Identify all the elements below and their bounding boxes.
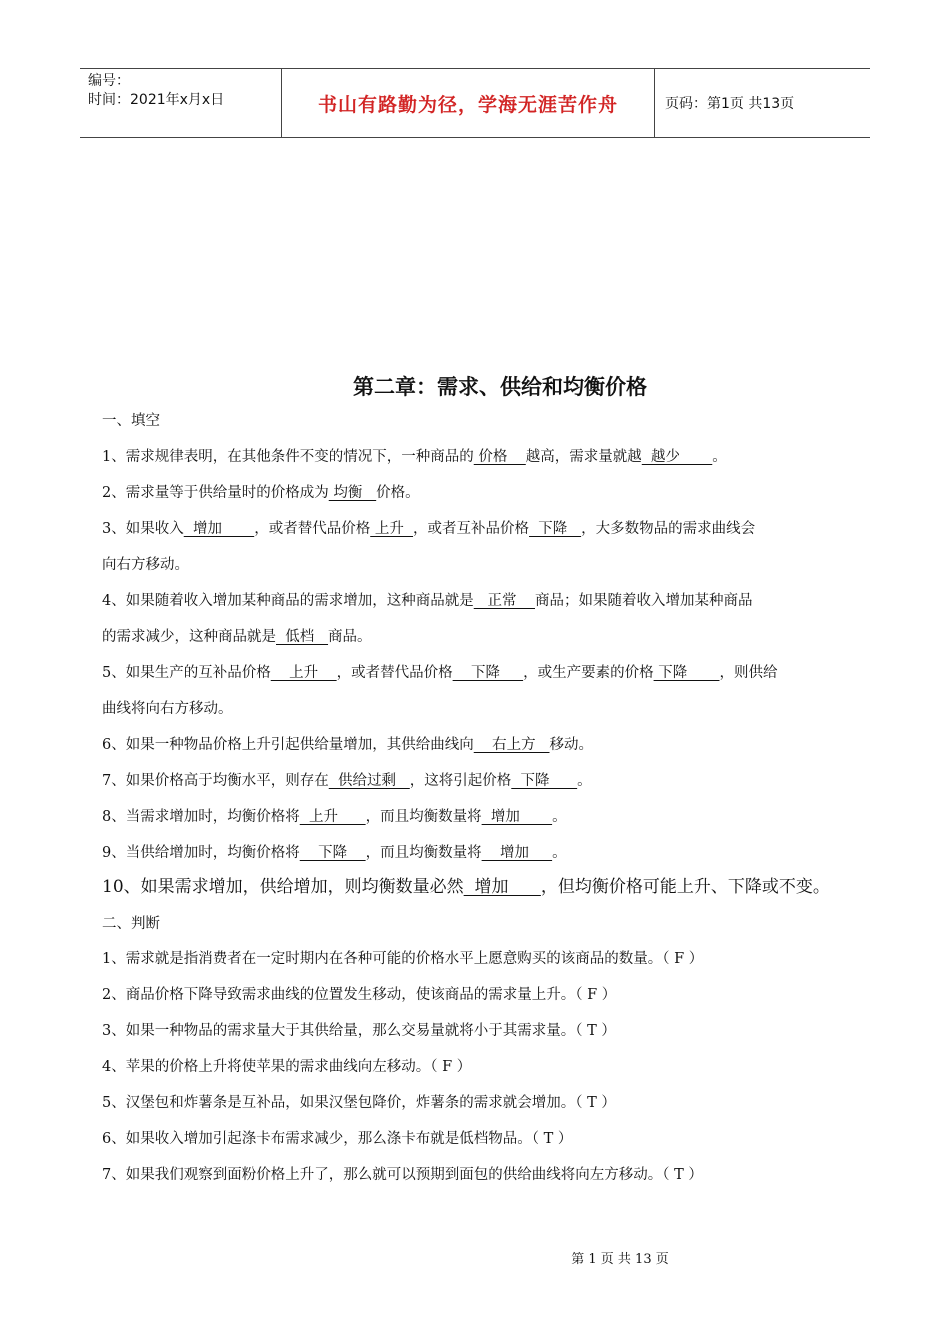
chapter-title: 第二章：需求、供给和均衡价格 — [353, 375, 647, 399]
question-4-cont: 的需求减少，这种商品就是 低档 商品。 — [102, 629, 372, 645]
question-7: 7、如果价格高于均衡水平，则存在 供给过剩 ，这将引起价格 下降 。 — [102, 773, 592, 789]
answer-blank: 上升 — [270, 665, 337, 681]
question-2: 2、需求量等于供给量时的价格成为 均衡 价格。 — [102, 485, 420, 501]
judge-item: 1、需求就是指消费者在一定时期内在各种可能的价格水平上愿意购买的该商品的数量。（ F ） — [102, 951, 704, 967]
question-6: 6、如果一种物品价格上升引起供给量增加，其供给曲线向 右上方 移动。 — [102, 737, 593, 753]
answer-blank: 上升 — [370, 521, 414, 537]
answer-blank: 均衡 — [328, 485, 377, 501]
answer-blank: 增加 — [481, 845, 553, 861]
answer-blank: 越少 — [641, 449, 713, 465]
judge-item: 5、汉堡包和炸薯条是互补品，如果汉堡包降价，炸薯条的需求就会增加。（ T ） — [102, 1095, 616, 1111]
answer-blank: 下降 — [452, 665, 524, 681]
question-10: 10、如果需求增加，供给增加，则均衡数量必然 增加 ，但均衡价格可能上升、下降或不变。 — [102, 877, 830, 897]
judge-item: 4、苹果的价格上升将使苹果的需求曲线向左移动。（ F ） — [102, 1059, 472, 1075]
judge-item: 6、如果收入增加引起涤卡布需求减少，那么涤卡布就是低档物品。（ T ） — [102, 1131, 573, 1147]
question-3: 3、如果收入 增加 ，或者替代品价格 上升 ，或者互补品价格 下降 ，大多数物品的需求曲线会 — [102, 521, 756, 537]
answer-blank: 增加 — [481, 809, 553, 825]
answer-blank: 下降 — [529, 521, 582, 537]
answer-blank: 正常 — [473, 593, 535, 609]
judge-item: 3、如果一种物品的需求量大于其供给量，那么交易量就将小于其需求量。（ T ） — [102, 1023, 616, 1039]
question-8: 8、当需求增加时，均衡价格将 上升 ，而且均衡数量将 增加 。 — [102, 809, 567, 825]
answer-blank: 增加 — [463, 877, 541, 897]
header-page-cell — [655, 69, 870, 137]
answer-blank: 低档 — [276, 629, 329, 645]
answer-blank: 上升 — [299, 809, 366, 825]
question-5: 5、如果生产的互补品价格 上升 ，或者替代品价格 下降 ，或生产要素的价格 下降 ，则供给 — [102, 665, 778, 681]
answer-blank: 价格 — [473, 449, 526, 465]
judge-item: 7、如果我们观察到面粉价格上升了，那么就可以预期到面包的供给曲线将向左方移动。（ T ） — [102, 1167, 703, 1183]
page-info: 页码：第1页 共13页 — [665, 96, 795, 112]
page-footer: 第 1 页 共 13 页 — [571, 1252, 669, 1267]
question-5-cont: 曲线将向右方移动。 — [102, 701, 233, 717]
date-line: 时间：2021年x月x日 — [88, 92, 225, 108]
question-3-cont: 向右方移动。 — [102, 557, 189, 573]
number-label: 编号： — [88, 73, 130, 89]
header-meta — [80, 69, 281, 137]
section-heading-judge: 二、判断 — [102, 916, 160, 932]
section-heading-fill: 一、填空 — [102, 413, 160, 429]
motto: 书山有路勤为径，学海无涯苦作舟 — [317, 93, 618, 116]
answer-blank: 右上方 — [473, 737, 550, 753]
answer-blank: 下降 — [511, 773, 578, 789]
answer-blank: 下降 — [299, 845, 366, 861]
answer-blank: 增加 — [183, 521, 255, 537]
question-4: 4、如果随着收入增加某种商品的需求增加，这种商品就是 正常 商品；如果随着收入增加某种商品 — [102, 593, 753, 609]
document-header — [80, 68, 870, 138]
answer-blank: 下降 — [653, 665, 720, 681]
header-motto-cell — [281, 69, 655, 137]
answer-blank: 供给过剩 — [328, 773, 410, 789]
judge-item: 2、商品价格下降导致需求曲线的位置发生移动，使该商品的需求量上升。（ F ） — [102, 987, 617, 1003]
question-9: 9、当供给增加时，均衡价格将 下降 ，而且均衡数量将 增加 。 — [102, 845, 567, 861]
question-1: 1、需求规律表明，在其他条件不变的情况下，一种商品的 价格 越高，需求量就越 越少 。 — [102, 449, 727, 465]
